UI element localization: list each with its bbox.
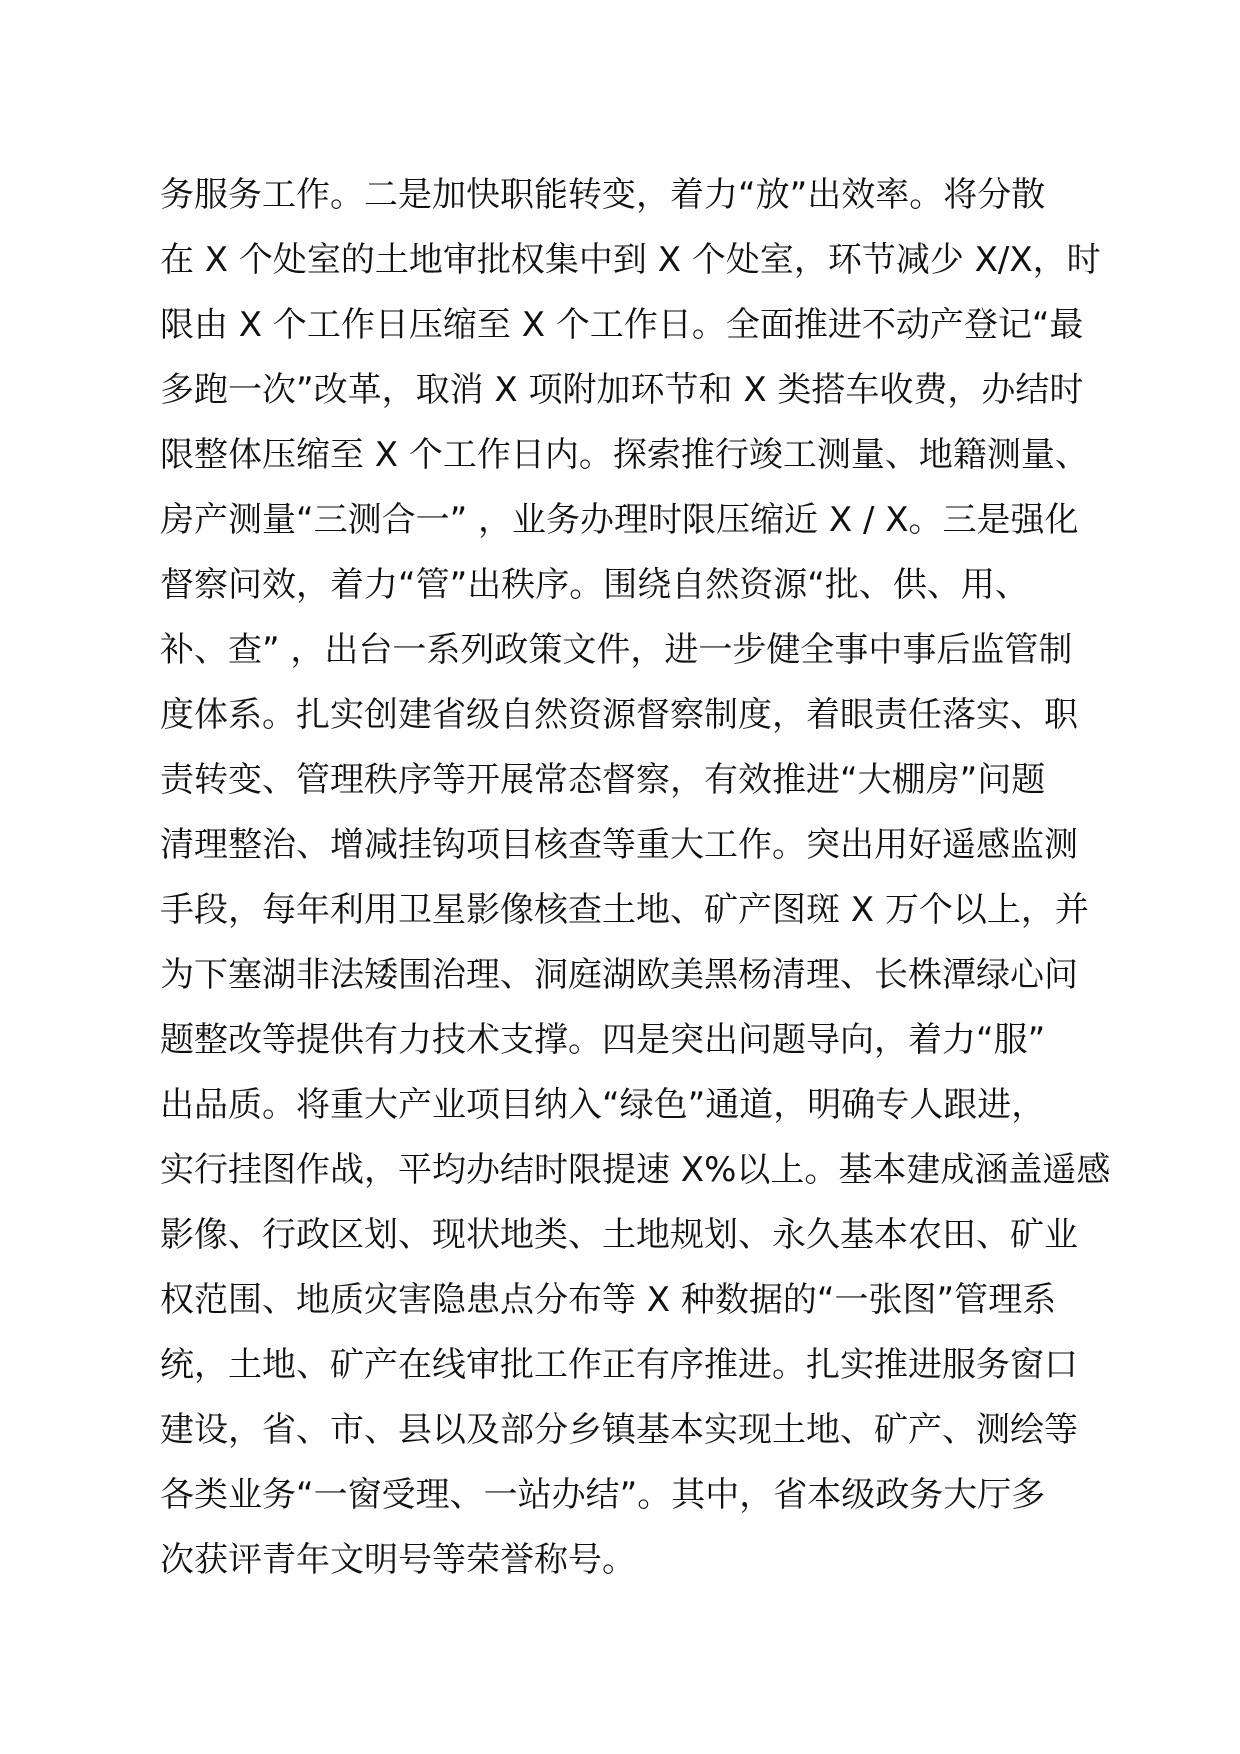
- text-line: 在 X 个处室的土地审批权集中到 X 个处室，环节减少 X/X，时: [160, 240, 1101, 280]
- text-line: 补、查” ，出台一系列政策文件，进一步健全事中事后监管制: [160, 630, 1073, 670]
- text-line: 建设，省、市、县以及部分乡镇基本实现土地、矿产、测绘等: [160, 1410, 1078, 1450]
- text-line: 限由 X 个工作日压缩至 X 个工作日。全面推进不动产登记“最: [160, 305, 1084, 345]
- text-line: 清理整治、增减挂钩项目核查等重大工作。突出用好遥感监测: [160, 825, 1078, 865]
- text-line: 督察问效，着力“管”出秩序。围绕自然资源“批、供、用、: [160, 565, 1029, 605]
- text-line: 出品质。将重大产业项目纳入“绿色”通道，明确专人跟进，: [160, 1085, 1046, 1125]
- text-line: 权范围、地质灾害隐患点分布等 X 种数据的“一张图”管理系: [160, 1280, 1057, 1320]
- text-line: 务服务工作。二是加快职能转变，着力“放”出效率。将分散: [160, 175, 1046, 215]
- text-line: 题整改等提供有力技术支撑。四是突出问题导向，着力“服”: [160, 1020, 1046, 1060]
- text-line: 度体系。扎实创建省级自然资源督察制度，着眼责任落实、职: [160, 695, 1078, 735]
- text-line: 统，土地、矿产在线审批工作正有序推进。扎实推进服务窗口: [160, 1345, 1078, 1385]
- body-paragraph: [160, 163, 1111, 1593]
- text-line: 次获评青年文明号等荣誉称号。: [160, 1540, 636, 1580]
- text-line: 各类业务“一窗受理、一站办结”。其中，省本级政务大厅多: [160, 1475, 1046, 1515]
- text-line: 手段，每年利用卫星影像核查土地、矿产图斑 X 万个以上，并: [160, 890, 1089, 930]
- text-line: 责转变、管理秩序等开展常态督察，有效推进“大棚房”问题: [160, 760, 1046, 800]
- text-line: 实行挂图作战，平均办结时限提速 X%以上。基本建成涵盖遥感: [160, 1150, 1111, 1190]
- text-line: 影像、行政区划、现状地类、土地规划、永久基本农田、矿业: [160, 1215, 1078, 1255]
- text-line: 为下塞湖非法矮围治理、洞庭湖欧美黑杨清理、长株潭绿心问: [160, 955, 1078, 995]
- text-line: 多跑一次”改革，取消 X 项附加环节和 X 类搭车收费，办结时: [160, 370, 1084, 410]
- text-line: 限整体压缩至 X 个工作日内。探索推行竣工测量、地籍测量、: [160, 435, 1089, 475]
- text-line: 房产测量“三测合一” ，业务办理时限压缩近 X / X。三是强化: [160, 500, 1079, 540]
